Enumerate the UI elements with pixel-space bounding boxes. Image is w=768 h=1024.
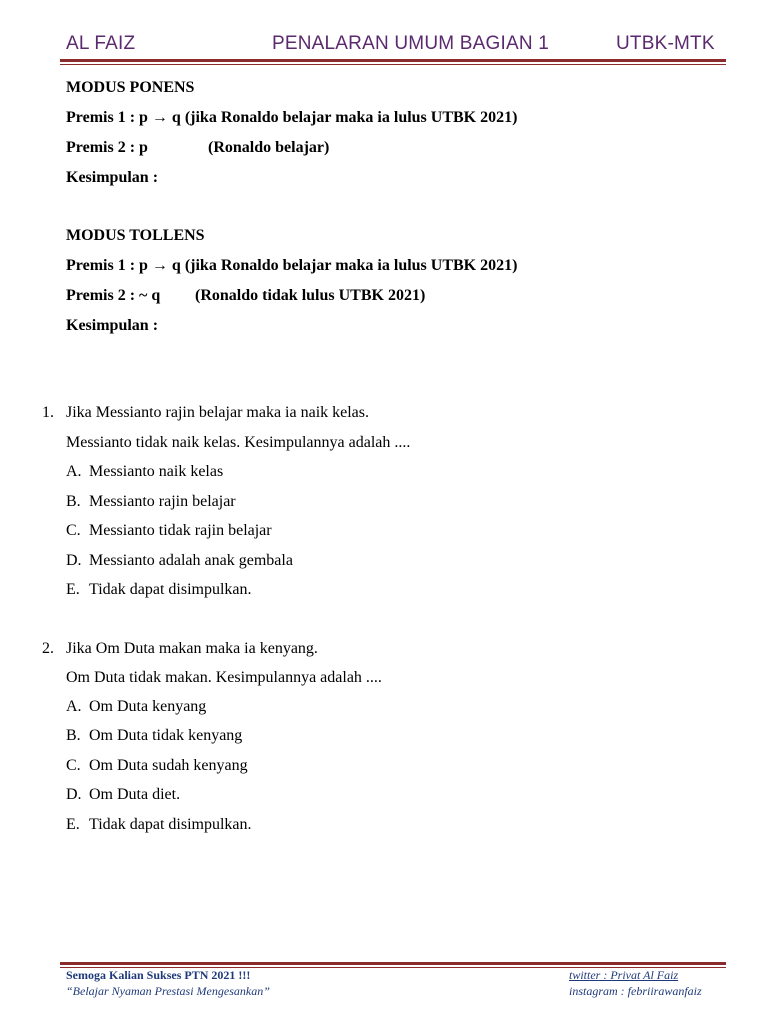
question-2-number: 2. — [42, 640, 54, 657]
footer-divider — [60, 962, 726, 965]
question-1-option-a-letter: A. — [66, 463, 82, 480]
footer-instagram: instagram : febriirawanfaiz — [569, 984, 702, 998]
question-1-number: 1. — [42, 404, 54, 421]
question-2-option-a-letter: A. — [66, 698, 82, 715]
question-2-option-b-letter: B. — [66, 727, 81, 744]
question-1-option-e: Tidak dapat disimpulkan. — [89, 581, 252, 598]
footer-tagline: “Belajar Nyaman Prestasi Mengesankan” — [66, 984, 270, 998]
question-2-option-a: Om Duta kenyang — [89, 698, 207, 715]
ponens-title: MODUS PONENS — [66, 79, 195, 96]
question-1-option-d: Messianto adalah anak gembala — [89, 552, 293, 569]
header-author: AL FAIZ — [66, 33, 136, 54]
question-2-option-c: Om Duta sudah kenyang — [89, 757, 248, 774]
ponens-premis-1: Premis 1 : p → q (jika Ronaldo belajar maka ia lulus UTBK 2021) — [66, 109, 518, 126]
header-subject: UTBK-MTK — [616, 33, 715, 54]
tollens-kesimpulan: Kesimpulan : — [66, 317, 159, 334]
question-2-line-2: Om Duta tidak makan. Kesimpulannya adalah .... — [66, 669, 382, 686]
header-divider — [60, 59, 726, 62]
header-title: PENALARAN UMUM BAGIAN 1 — [272, 33, 549, 54]
question-1-option-e-letter: E. — [66, 581, 80, 598]
question-2-option-b: Om Duta tidak kenyang — [89, 727, 243, 744]
question-1-option-d-letter: D. — [66, 552, 82, 569]
question-1-option-c: Messianto tidak rajin belajar — [89, 522, 272, 539]
tollens-title: MODUS TOLLENS — [66, 227, 205, 244]
footer-twitter: twitter : Privat Al Faiz — [569, 968, 679, 982]
tollens-premis-2: Premis 2 : ~ q — [66, 287, 161, 304]
question-2-option-d: Om Duta diet. — [89, 786, 181, 803]
question-1-option-b-letter: B. — [66, 493, 81, 510]
ponens-premis-2-note: (Ronaldo belajar) — [208, 139, 330, 156]
question-2-option-d-letter: D. — [66, 786, 82, 803]
tollens-premis-2-note: (Ronaldo tidak lulus UTBK 2021) — [195, 287, 426, 304]
ponens-kesimpulan: Kesimpulan : — [66, 169, 159, 186]
question-1-option-b: Messianto rajin belajar — [89, 493, 236, 510]
question-1-line-2: Messianto tidak naik kelas. Kesimpulannya adalah .... — [66, 434, 411, 451]
question-1-option-c-letter: C. — [66, 522, 81, 539]
question-2-option-e-letter: E. — [66, 816, 80, 833]
question-2-option-e: Tidak dapat disimpulkan. — [89, 816, 252, 833]
ponens-premis-2: Premis 2 : p — [66, 139, 148, 156]
question-1-option-a: Messianto naik kelas — [89, 463, 224, 480]
tollens-premis-1: Premis 1 : p → q (jika Ronaldo belajar maka ia lulus UTBK 2021) — [66, 257, 518, 274]
footer-motto: Semoga Kalian Sukses PTN 2021 !!! — [66, 968, 251, 982]
question-2-option-c-letter: C. — [66, 757, 81, 774]
question-1-line-1: Jika Messianto rajin belajar maka ia naik kelas. — [66, 404, 370, 421]
question-2-line-1: Jika Om Duta makan maka ia kenyang. — [66, 640, 318, 657]
header-divider-thin — [60, 64, 726, 65]
